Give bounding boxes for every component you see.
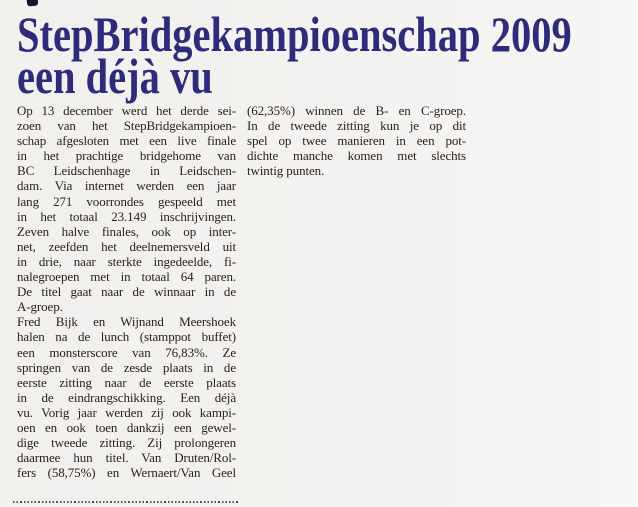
article-title-line-1: StepBridgekampioenschap 2009 xyxy=(17,6,572,62)
text-line: spel op twee manieren in een pot- xyxy=(247,133,466,149)
text-line: daarmee hun titel. Van Druten/Rol- xyxy=(17,450,236,466)
text-line: een monsterscore van 76,83%. Ze xyxy=(17,344,236,360)
text-line: Fred Bijk en Wijnand Meershoek xyxy=(17,314,236,330)
text-line: In de tweede zitting kun je op dit xyxy=(247,118,466,134)
dotted-separator-rule xyxy=(13,501,240,503)
text-line: halen na de lunch (stamppot buffet) xyxy=(17,329,236,345)
text-line: vu. Vorig jaar werden zij ook kampi- xyxy=(17,404,236,420)
text-line: dige tweede zitting. Zij prolongeren xyxy=(17,435,236,451)
text-line: in het totaal 23.149 inschrijvingen. xyxy=(17,208,236,224)
text-line: Zeven halve finales, ook op inter- xyxy=(17,223,236,239)
text-column-2 xyxy=(247,103,466,480)
text-line: Op 13 december werd het derde sei- xyxy=(17,103,236,118)
text-line: oen en ook toen dankzij een gewel- xyxy=(17,419,236,435)
text-line: in het prachtige bridgehome van xyxy=(17,148,236,164)
text-line: schap afgesloten met een live finale xyxy=(17,133,236,149)
text-line: dam. Via internet werden een jaar xyxy=(17,178,236,194)
text-line: dichte manche komen met slechts xyxy=(247,148,466,164)
text-line: A-groep. xyxy=(17,299,63,315)
text-line: eerste zitting naar de eerste plaats xyxy=(17,374,236,390)
text-line: (62,35%) winnen de B- en C-groep. xyxy=(247,103,466,118)
text-line: net, zeefden het deelnemersveld uit xyxy=(17,238,236,254)
text-line: in de eindrangschikking. Een déjà xyxy=(17,389,236,405)
text-line: lang 271 voorrondes gespeeld met xyxy=(17,193,236,209)
article-title-line-2: een déjà vu xyxy=(17,48,213,104)
text-line: nalegroepen met in totaal 64 paren. xyxy=(17,269,236,285)
text-line: BC Leidschenhage in Leidschen- xyxy=(17,163,236,179)
text-line: in drie, naar sterkte ingedeelde, fi- xyxy=(17,253,236,269)
text-line: twintig punten. xyxy=(247,163,325,179)
text-line: zoen van het StepBridgekampioen- xyxy=(17,118,236,134)
text-line: De titel gaat naar de winnaar in de xyxy=(17,284,236,300)
text-line: fers (58,75%) en Wernaert/Van Geel xyxy=(17,465,236,481)
text-column-1 xyxy=(17,103,236,480)
article-title xyxy=(17,6,638,104)
text-line: springen van de zesde plaats in de xyxy=(17,359,236,375)
article-body xyxy=(17,103,466,480)
